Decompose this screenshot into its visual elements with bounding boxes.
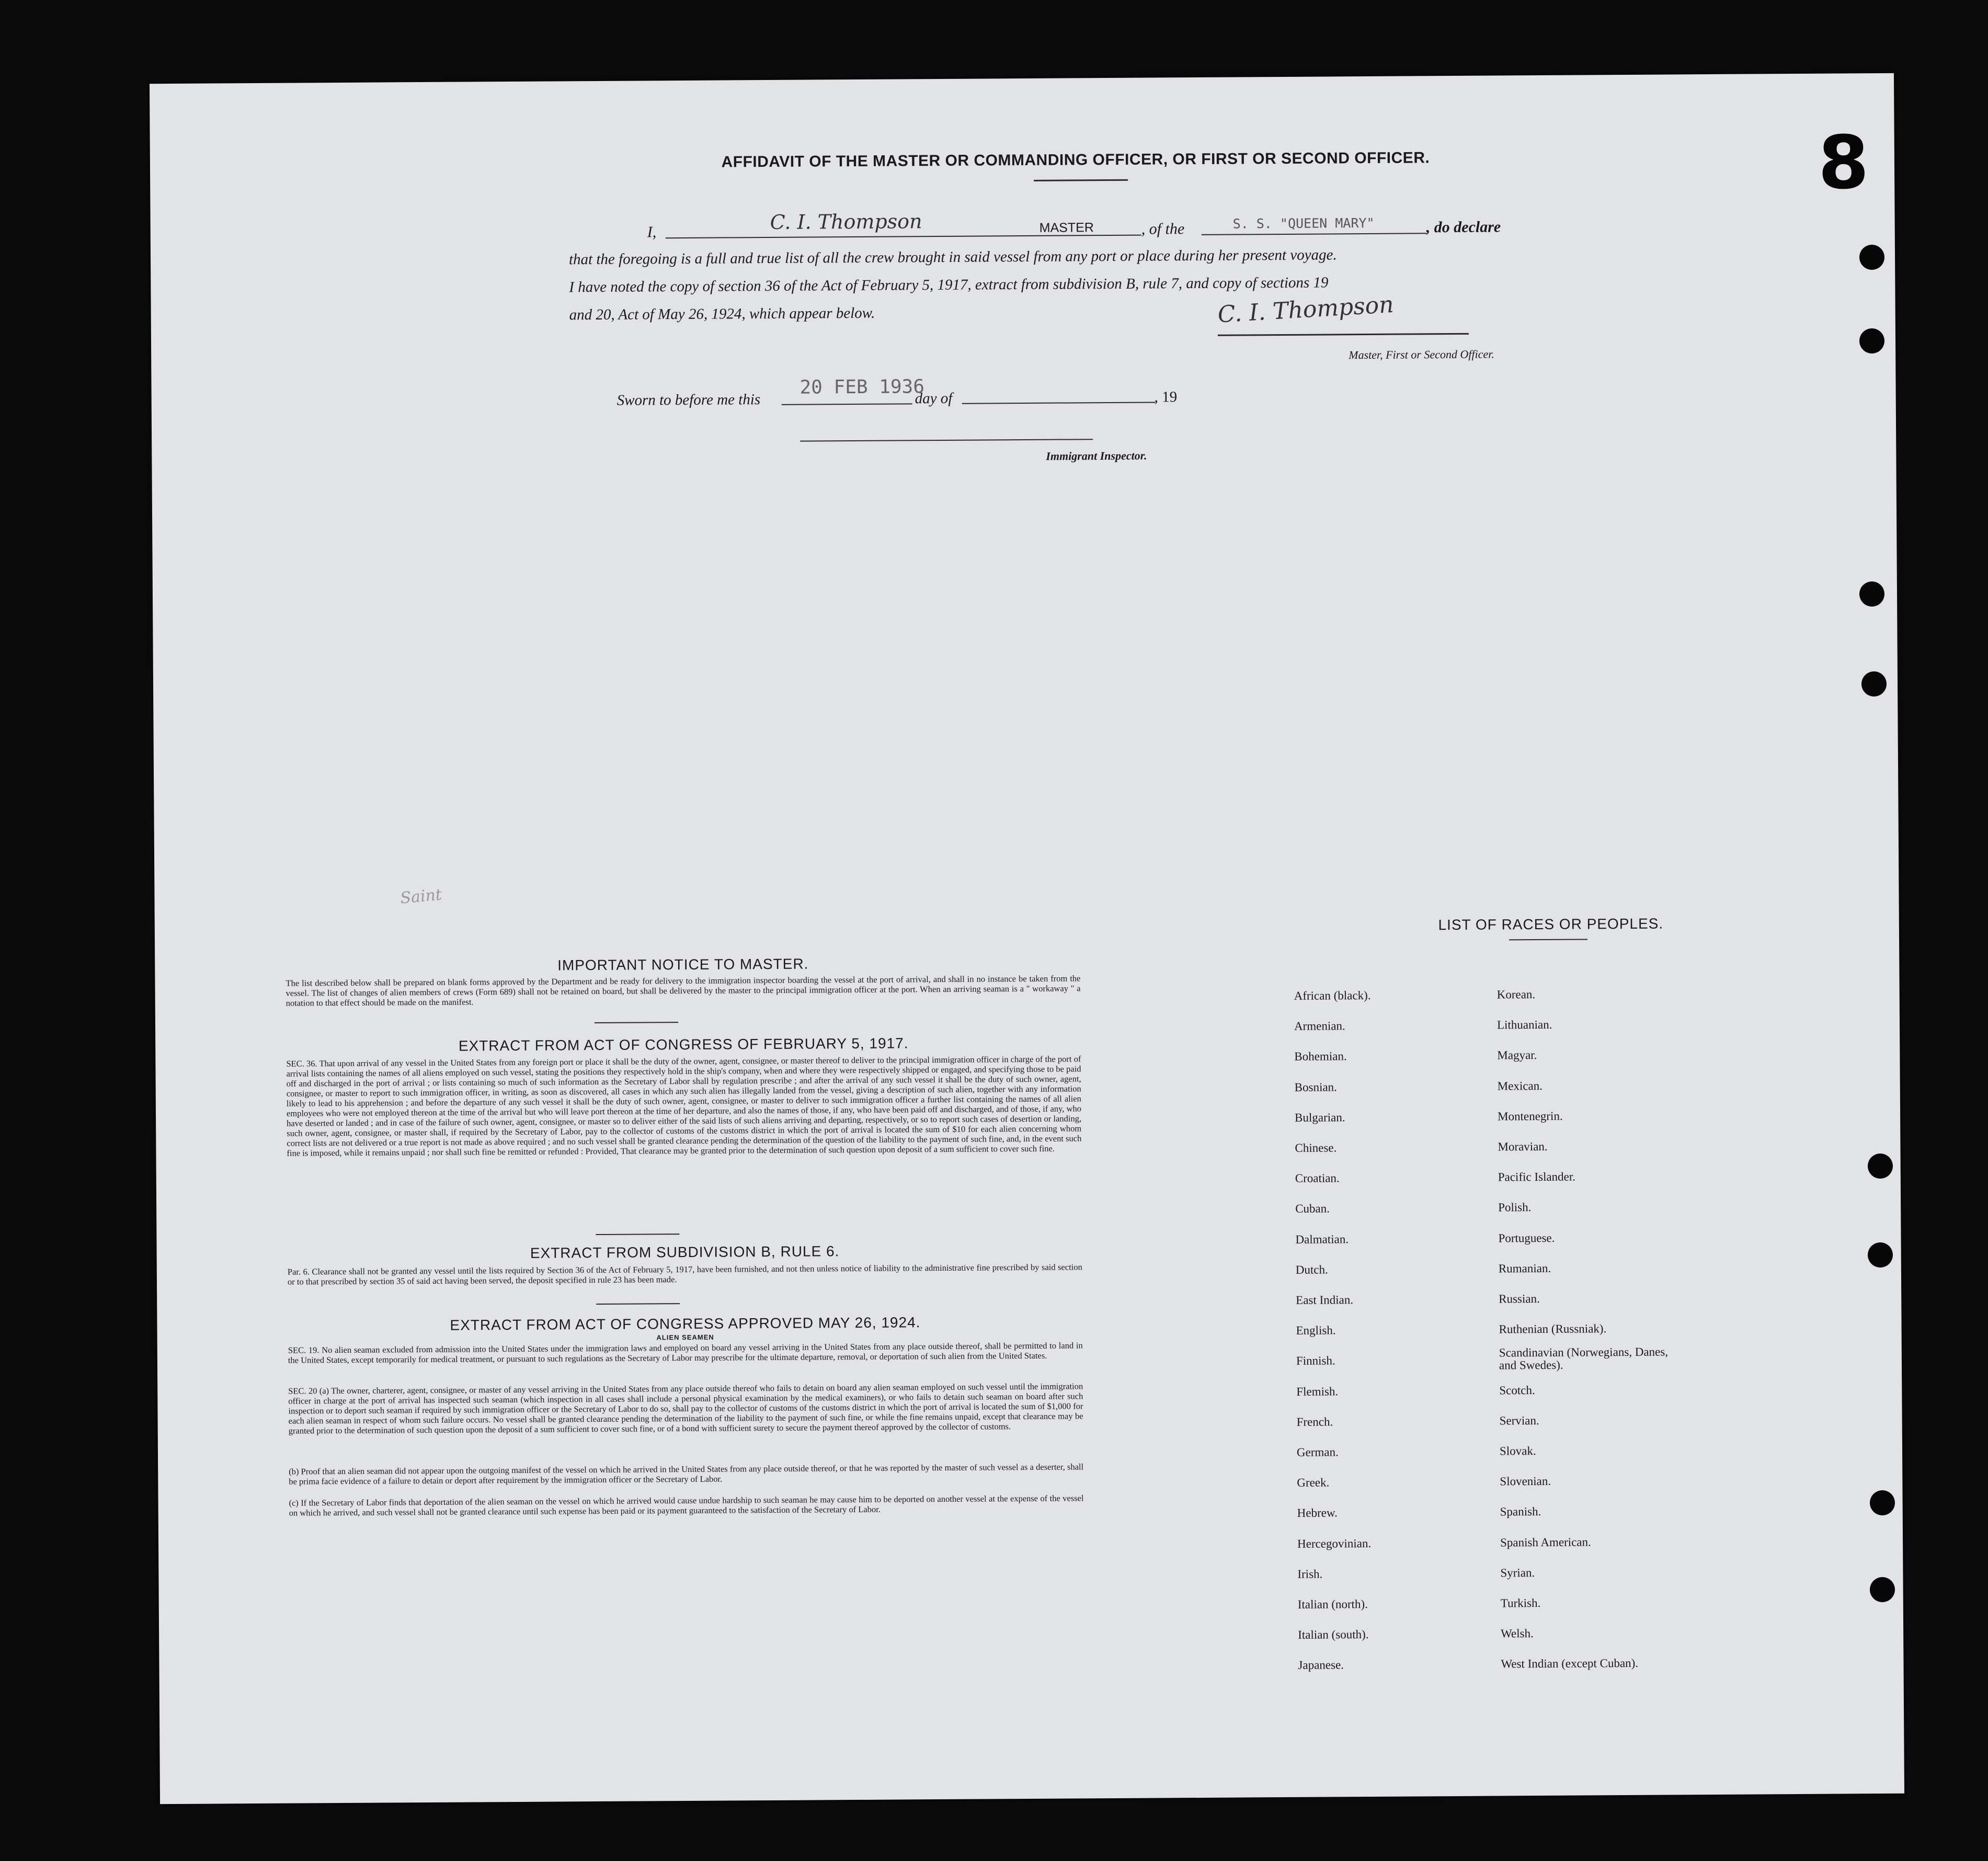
sworn-label: Sworn to before me this <box>616 391 761 409</box>
race-item: Finnish. <box>1296 1354 1335 1368</box>
binder-hole <box>1859 245 1884 270</box>
binder-hole <box>1861 671 1887 697</box>
binder-hole <box>1868 1154 1893 1179</box>
sworn-day-line <box>782 403 912 405</box>
master-signature: C. I. Thompson <box>1217 291 1395 328</box>
binder-hole <box>1859 581 1884 607</box>
race-item: Hercegovinian. <box>1297 1536 1372 1550</box>
race-item: Italian (north). <box>1297 1597 1368 1611</box>
do-declare: , do declare <box>1426 218 1501 236</box>
year-label: , 19 <box>1154 389 1178 406</box>
affidavit-line-2: that the foregoing is a full and true list of all the crew brought in said vessel from any port or place during her present voyage. <box>568 246 1337 268</box>
race-item: Magyar. <box>1497 1048 1537 1062</box>
of-the-label: , of the <box>1141 220 1185 238</box>
race-item: Italian (south). <box>1298 1628 1369 1642</box>
notice-divider <box>595 1022 678 1023</box>
master-name-handwritten: C. I. Thompson <box>770 210 922 234</box>
title-underline <box>1034 179 1128 181</box>
extract-1924-sec20a: SEC. 20 (a) The owner, charterer, agent, consignee, or master of any vessel arriving in the United States from any place outside thereof who fails to detain on board any alien seaman employed on such vessel until the immigration officer in charge at the port of arrival has inspected such seaman (which inspection in all cases shall include a personal physical examination by the medical examiners), or who fails to detain such seaman on board after such inspection or to deport such seaman if required by such immigration officer or the Secretary of Labor to do so, shall pay to the collector of customs of the customs district in which the port of arrival is located the sum of $1,000 for each alien seaman in respect of whom such failure occurs. No vessel shall be granted clearance pending the determination of the liability to the payment of such fine, or while the fine remains unpaid, except that clearance may be granted prior to the determination of such question upon the deposit of a sum sufficient to cover such fine, or of a bond with sufficient surety to secure the payment thereof approved by the collector of customs. <box>288 1381 1083 1436</box>
document-page <box>150 73 1904 1804</box>
inspector-line <box>800 439 1093 441</box>
binder-hole <box>1870 1577 1895 1602</box>
races-divider <box>1509 939 1587 940</box>
races-title: LIST OF RACES OR PEOPLES. <box>1438 915 1664 933</box>
race-item: English. <box>1296 1323 1336 1338</box>
notice-body: The list described below shall be prepared on blank forms approved by the Department and be ready for delivery to the immigration inspector boarding the vessel at the port of arrival, and shall in no instance be taken from the vessel. The list of changes of alien members of crews (Form 689) shall not be retained on board, but shall be delivered by the master to the principal immigration officer at the port. When an arriving seaman is a " workaway " a notation to that effect should be made on the manifest. <box>285 973 1081 1008</box>
race-item: German. <box>1296 1445 1339 1459</box>
day-of-label: day of <box>915 390 953 407</box>
extract-1924-sec20b: (b) Proof that an alien seaman did not appear upon the outgoing manifest of the vessel on which he arrived in the United States from any place outside thereof, or that he was reported by the master of such vessel as a deserter, shall be prima facie evidence of a failure to detain or deport after requirement by the immigration officer or the Secretary of Labor. <box>289 1462 1084 1487</box>
race-item: Scandinavian (Norwegians, Danes, and Swedes). <box>1499 1345 1669 1372</box>
race-item: Spanish. <box>1500 1505 1541 1519</box>
side-mark-handwritten: 8 <box>1818 120 1869 206</box>
race-item: Hebrew. <box>1297 1506 1338 1520</box>
subdivision-title: EXTRACT FROM SUBDIVISION B, RULE 6. <box>530 1243 840 1261</box>
race-item: Mexican. <box>1497 1079 1543 1093</box>
race-item: Russian. <box>1499 1292 1540 1306</box>
extract-1924-title: EXTRACT FROM ACT OF CONGRESS APPROVED MAY 26, 1924. <box>450 1314 921 1333</box>
signature-caption: Master, First or Second Officer. <box>1349 347 1494 362</box>
race-item: Irish. <box>1297 1567 1323 1581</box>
race-item: Polish. <box>1498 1201 1532 1214</box>
i-label: I, <box>647 223 657 241</box>
extract-1924-subtitle: ALIEN SEAMEN <box>656 1333 714 1342</box>
race-item: Slovak. <box>1499 1444 1536 1458</box>
race-item: Korean. <box>1496 988 1536 1001</box>
affidavit-line-4: and 20, Act of May 26, 1924, which appear below. <box>569 304 875 324</box>
subdivision-body: Par. 6. Clearance shall not be granted any vessel until the lists required by Section 36 of the Act of February 5, 1917, have been furnished, and not then unless notice of liability to the administrative fine prescribed by said section or to that prescribed by section 35 of said act having been served, the deposit specified in rule 23 has been made. <box>287 1262 1082 1287</box>
race-item: Scotch. <box>1499 1383 1535 1397</box>
race-item: Bulgarian. <box>1295 1111 1345 1124</box>
race-item: Croatian. <box>1295 1171 1340 1185</box>
notice-title: IMPORTANT NOTICE TO MASTER. <box>557 955 809 974</box>
extract-1917-title: EXTRACT FROM ACT OF CONGRESS OF FEBRUARY 5, 1917. <box>458 1035 909 1054</box>
margin-note-handwritten: Saint <box>399 885 443 908</box>
extract-1924-sec19: SEC. 19. No alien seaman excluded from admission into the United States under the immigration laws and employed on board any vessel arriving in the United States from any place outside thereof, shall be permitted to land in the United States, except temporarily for medical treatment, or pursuant to such regulations as the Secretary of Labor may prescribe for the ultimate departure, removal, or deportation of such alien from the United States. <box>288 1340 1083 1365</box>
race-item: Armenian. <box>1294 1019 1345 1033</box>
vessel-line <box>1202 233 1426 235</box>
race-item: Dalmatian. <box>1295 1232 1349 1246</box>
binder-hole <box>1868 1242 1893 1268</box>
race-item: Ruthenian (Russniak). <box>1499 1322 1607 1336</box>
race-item: Pacific Islander. <box>1498 1170 1576 1184</box>
extract-1917-divider <box>596 1234 679 1235</box>
race-item: Flemish. <box>1296 1384 1339 1398</box>
race-item: Bosnian. <box>1294 1080 1337 1094</box>
sworn-month-line <box>962 402 1156 404</box>
race-item: Rumanian. <box>1498 1261 1551 1275</box>
race-item: African (black). <box>1294 988 1371 1002</box>
race-item: Greek. <box>1297 1476 1330 1490</box>
binder-hole <box>1859 328 1884 353</box>
race-item: Turkish. <box>1500 1596 1541 1610</box>
race-item: West Indian (except Cuban). <box>1501 1657 1639 1671</box>
affidavit-title: AFFIDAVIT OF THE MASTER OR COMMANDING OFFICER, OR FIRST OR SECOND OFFICER. <box>721 149 1430 171</box>
race-item: Syrian. <box>1500 1566 1535 1580</box>
vessel-name: S. S. "QUEEN MARY" <box>1232 215 1375 232</box>
race-item: Dutch. <box>1295 1263 1328 1276</box>
inspector-caption: Immigrant Inspector. <box>1046 449 1147 463</box>
extract-1924-sec20c: (c) If the Secretary of Labor finds that deportation of the alien seaman on the vessel on which he arrived would cause undue hardship to such seaman he may cause him to be deported on another vessel at the expense of the vessel on which he arrived, and such vessel shall not be granted clearance until such expense has been paid or its payment guaranteed to the satisfaction of the Secretary of Labor. <box>289 1493 1084 1518</box>
race-item: Portuguese. <box>1498 1231 1555 1245</box>
race-item: Servian. <box>1499 1413 1539 1428</box>
race-item: Chinese. <box>1295 1141 1337 1155</box>
race-item: Cuban. <box>1295 1202 1330 1216</box>
race-item: Japanese. <box>1298 1658 1344 1672</box>
signature-line <box>1218 333 1469 336</box>
race-item: Moravian. <box>1498 1139 1548 1154</box>
race-item: Slovenian. <box>1500 1475 1551 1488</box>
race-item: Bohemian. <box>1294 1049 1347 1064</box>
subdivision-divider <box>596 1303 680 1305</box>
race-item: East Indian. <box>1296 1293 1354 1307</box>
affidavit-line-3: I have noted the copy of section 36 of the Act of February 5, 1917, extract from subdivision B, rule 7, and copy of sections 19 <box>569 274 1329 296</box>
sworn-date-stamp: 20 FEB 1936 <box>799 376 925 398</box>
race-item: Spanish American. <box>1500 1535 1591 1549</box>
binder-hole <box>1870 1490 1895 1515</box>
race-item: Welsh. <box>1501 1627 1534 1640</box>
extract-1917-body: SEC. 36. That upon arrival of any vessel in the United States from any foreign port or place it shall be the duty of the owner, agent, consignee, or master thereof to deliver to the principal immigration officer in charge of the port of arrival lists containing the names of all aliens employed on such vessel, stating the positions they respectively hold in the ship's company, when and where they were respectively shipped or engaged, and specifying those to be paid off and discharged in the port of arrival ; or lists containing so much of such information as the Secretary of Labor shall by regulation prescribe ; and after the arrival of any such vessel it shall be the duty of such owner, agent, consignee, or master to report to such immigration officer, in writing, as soon as discovered, all cases in which any such alien has illegally landed from the vessel, giving a description of such alien, together with any information likely to lead to his apprehension ; and before the departure of any such vessel it shall be the duty of such owner, agent, consignee, or master to deliver to such immigration officer a further list containing the names of all alien employees who were not employed thereon at the time of the arrival but who will leave port thereon at the time of her departure, and also the names of those, if any, who have been paid off and discharged, and of those, if any, who have deserted or landed ; and in case of the failure of such owner, agent, consignee, or master so to deliver either of the said lists of such aliens arriving and departing, respectively, or so to report such cases of desertion or landing, such owner, agent, consignee, or master shall, if required by the Secretary of Labor, pay to the collector of customs of the customs district in which the port of arrival is located the sum of $10 for each alien concerning whom correct lists are not delivered or a true report is not made as above required ; and no such vessel shall be granted clearance pending the determination of the question of the liability to the payment of such fine, and, in the event such fine is imposed, while it remains unpaid ; nor shall such fine be remitted or refunded : Provided, That clearance may be granted prior to the determination of such question upon deposit of a sum sufficient to cover such fine. <box>286 1054 1082 1158</box>
race-item: French. <box>1296 1415 1333 1429</box>
master-title: MASTER <box>1039 220 1094 235</box>
race-item: Montenegrin. <box>1498 1109 1563 1123</box>
race-item: Lithuanian. <box>1496 1018 1552 1032</box>
